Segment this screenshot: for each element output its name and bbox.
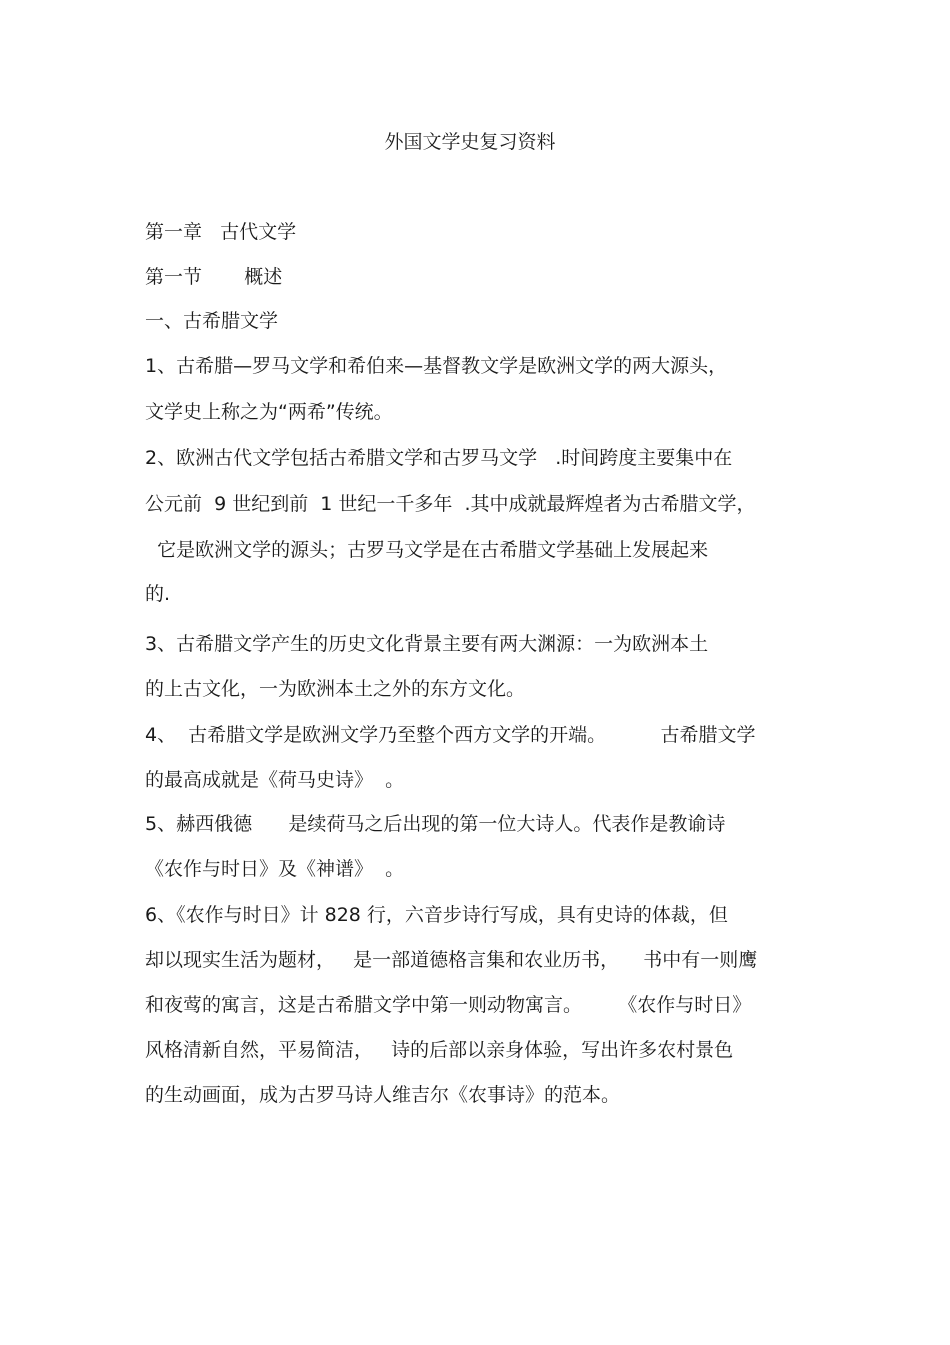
paragraph-line: 2、欧洲古代文学包括古希腊文学和古罗马文学 .时间跨度主要集中在 [145,447,733,469]
section-heading: 第一节 概述 [145,266,283,288]
paragraph-line: 3、古希腊文学产生的历史文化背景主要有两大渊源：一为欧洲本土 [145,633,709,655]
paragraph-line: 它是欧洲文学的源头；古罗马文学是在古希腊文学基础上发展起来 [145,539,709,561]
document-title: 外国文学史复习资料 [384,131,556,153]
subsection-heading: 一、古希腊文学 [145,310,279,332]
paragraph-line: 文学史上称之为“两希”传统。 [145,401,393,423]
paragraph-line: 风格清新自然，平易简洁， 诗的后部以亲身体验，写出许多农村景色 [145,1039,734,1061]
paragraph-line: 4、 古希腊文学是欧洲文学乃至整个西方文学的开端。 古希腊文学 [145,724,756,746]
paragraph-line: 的最高成就是《荷马史诗》 。 [145,769,405,791]
paragraph-line: 和夜莺的寓言，这是古希腊文学中第一则动物寓言。 《农作与时日》 [145,994,752,1016]
paragraph-line: 6、《农作与时日》计 828 行，六音步诗行写成，具有史诗的体裁，但 [145,904,728,926]
paragraph-line: 公元前 9 世纪到前 1 世纪一千多年 .其中成就最辉煌者为古希腊文学， [145,493,756,515]
paragraph-line: 的生动画面，成为古罗马诗人维吉尔《农事诗》的范本。 [145,1084,621,1106]
chapter-heading: 第一章 古代文学 [145,221,297,243]
paragraph-line: 的. [145,583,171,605]
paragraph-line: 却以现实生活为题材， 是一部道德格言集和农业历书， 书中有一则鹰 [145,949,758,971]
paragraph-line: 1、古希腊—罗马文学和希伯来—基督教文学是欧洲文学的两大源头， [145,355,728,377]
paragraph-line: 《农作与时日》及《神谱》 。 [145,858,405,880]
paragraph-line: 5、赫西俄德 是续荷马之后出现的第一位大诗人。代表作是教谕诗 [145,813,726,835]
paragraph-line: 的上古文化，一为欧洲本土之外的东方文化。 [145,678,526,700]
